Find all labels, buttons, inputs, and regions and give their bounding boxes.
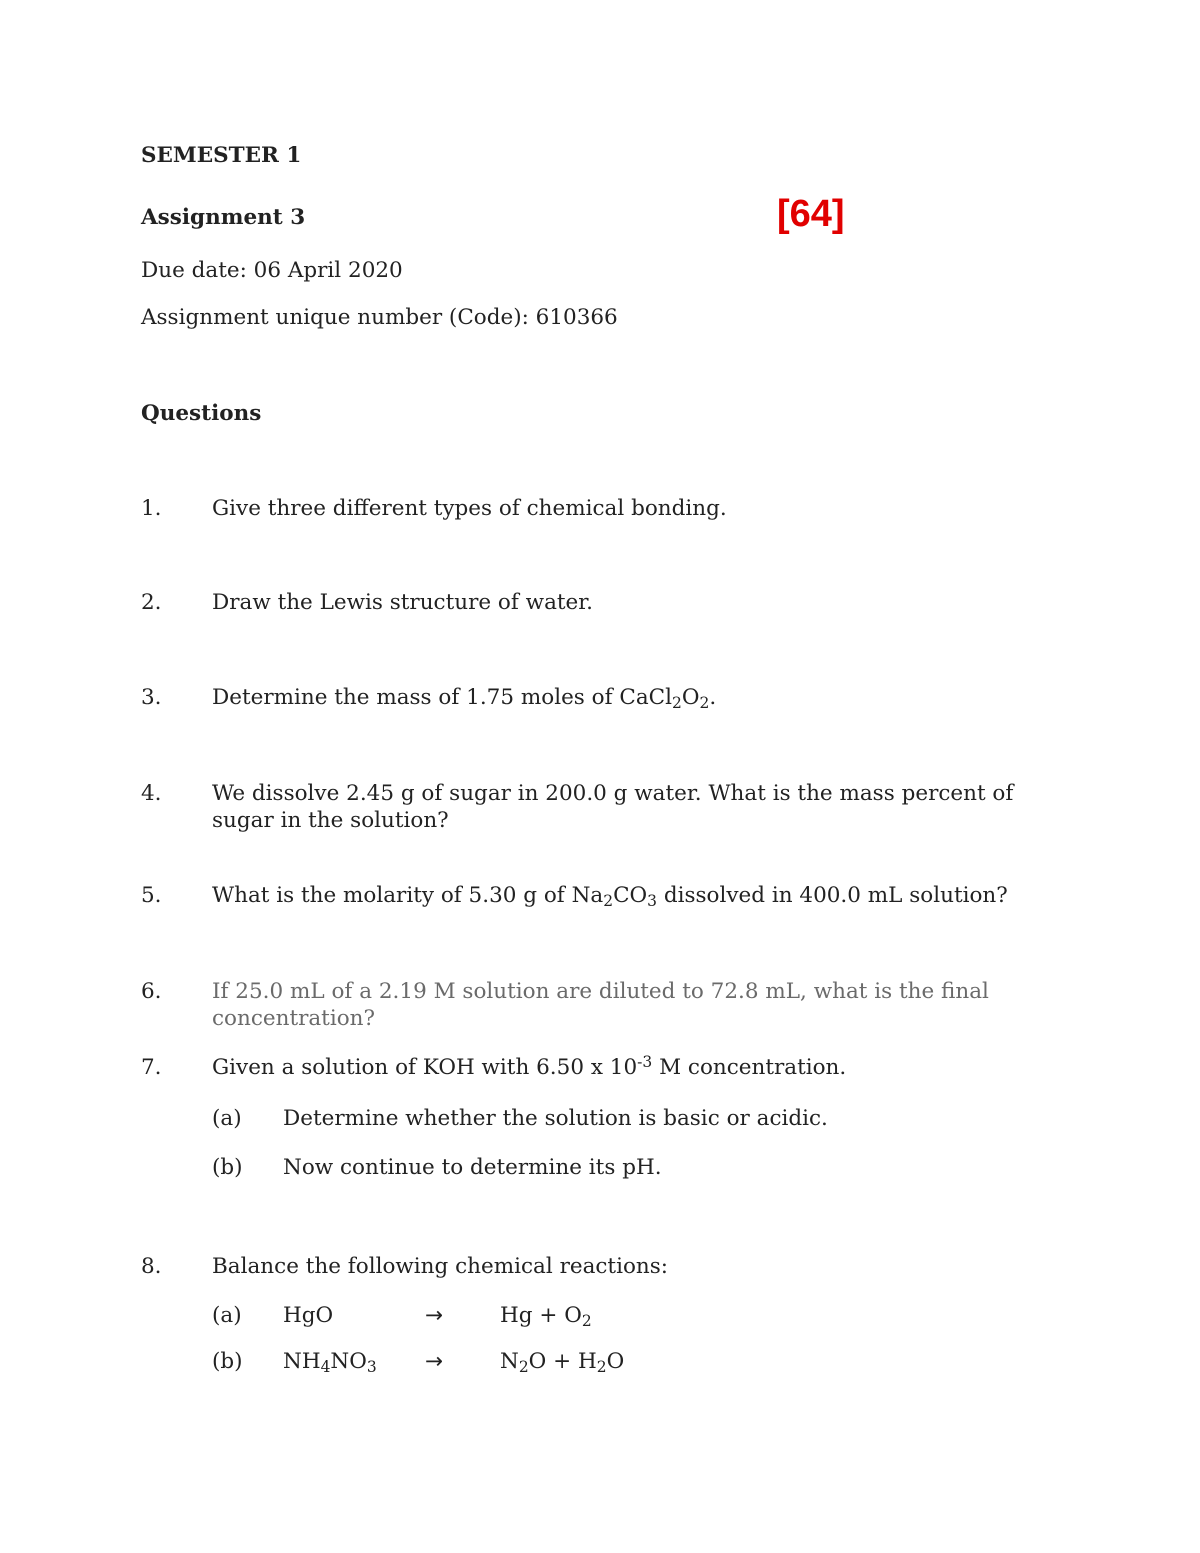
- assignment-code: Assignment unique number (Code): 610366: [141, 305, 618, 330]
- question-text: Determine the mass of 1.75 moles of $CaCl_2O_2$.: [212, 685, 717, 712]
- question-number: 1.: [141, 496, 162, 521]
- subquestion-label: (a): [212, 1106, 242, 1131]
- question-text: Give three different types of chemical bonding.: [212, 496, 727, 521]
- reaction-reactant: $NH_4NO_3$: [283, 1349, 377, 1376]
- question-text: Given a solution of KOH with 6.50 x $10^{-3}$ M concentration.: [212, 1053, 847, 1080]
- subquestion-label: (b): [212, 1155, 243, 1180]
- reaction-label: (b): [212, 1349, 243, 1374]
- subquestion-text: Determine whether the solution is basic or acidic.: [283, 1106, 828, 1131]
- question-text: Draw the Lewis structure of water.: [212, 590, 593, 615]
- total-marks: [64]: [777, 193, 845, 235]
- question-number: 2.: [141, 590, 162, 615]
- question-number: 7.: [141, 1055, 162, 1080]
- question-text: We dissolve 2.45 g of sugar in 200.0 g water. What is the mass percent of: [212, 781, 1014, 806]
- reaction-label: (a): [212, 1303, 242, 1328]
- reaction-reactant: HgO: [283, 1303, 334, 1328]
- reaction-product: $Hg + O_2$: [500, 1303, 592, 1330]
- questions-heading: Questions: [141, 401, 262, 426]
- question-text-continued: sugar in the solution?: [212, 808, 449, 833]
- question-number: 6.: [141, 979, 162, 1004]
- question-text: What is the molarity of 5.30 g of $Na_2CO_3$ dissolved in 400.0 mL solution?: [212, 883, 1008, 910]
- reaction-arrow: →: [425, 1303, 444, 1328]
- subquestion-text: Now continue to determine its pH.: [283, 1155, 662, 1180]
- reaction-product: $N_2O + H_2O$: [500, 1349, 625, 1376]
- question-number: 3.: [141, 685, 162, 710]
- reaction-arrow: →: [425, 1349, 444, 1374]
- question-number: 8.: [141, 1254, 162, 1279]
- semester-heading: SEMESTER 1: [141, 143, 302, 168]
- question-text: If 25.0 mL of a 2.19 M solution are diluted to 72.8 mL, what is the final: [212, 979, 989, 1004]
- due-date: Due date: 06 April 2020: [141, 258, 403, 283]
- assignment-title: Assignment 3: [141, 205, 306, 230]
- question-text: Balance the following chemical reactions:: [212, 1254, 669, 1279]
- question-number: 5.: [141, 883, 162, 908]
- question-text-continued: concentration?: [212, 1006, 376, 1031]
- question-number: 4.: [141, 781, 162, 806]
